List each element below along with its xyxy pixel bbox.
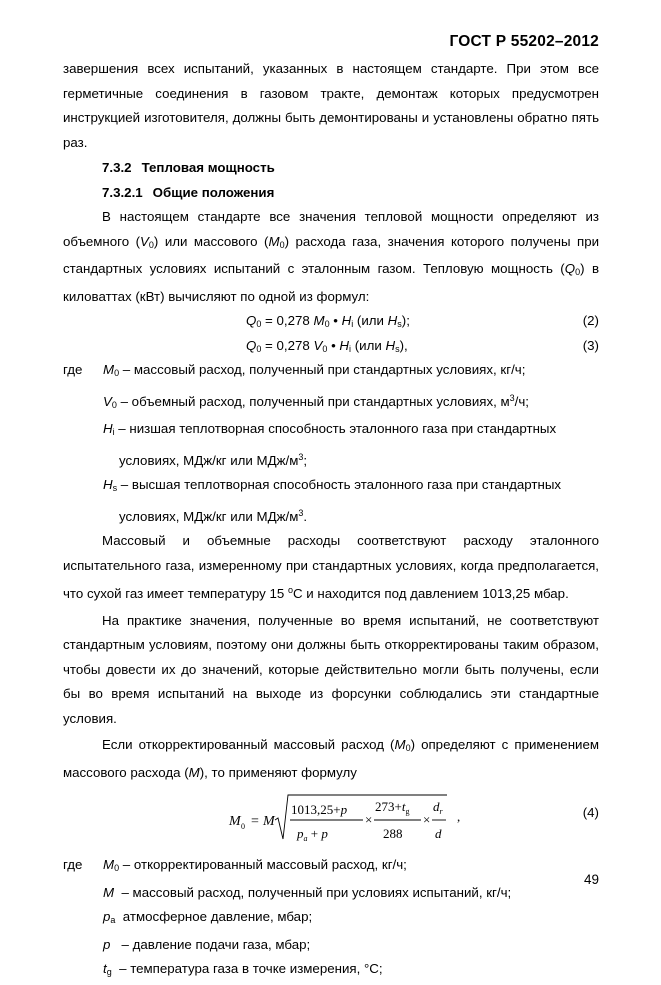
svg-text:=: = (251, 814, 259, 829)
text-run: ) или массового ( (153, 233, 269, 249)
formula-3 (63, 334, 599, 359)
svg-text:273+tg: $273+t_g$ (375, 799, 410, 816)
definition-hi: $H_i$ – низшая теплотворная способность эталонного газа при стандартных (103, 421, 557, 437)
formula-4-svg (225, 789, 515, 847)
symbol-m: M (268, 233, 280, 249)
text-run: В настоящем стандарте все значения тепловой мощности определяют из объемного ( (63, 209, 599, 249)
formula-2 (63, 309, 599, 334)
where-label: где (63, 362, 83, 377)
formula-2-expression: $Q_0 = 0,278$ $M_0$ • $H_i$ (или $H_s$); (246, 313, 410, 329)
definition-v0: $V_0$ – объемный расход, полученный при стандартных условиях, $м^3/ч$; (103, 392, 529, 410)
paragraph-corrected-flow: Если откорректированный массовый расход $(M_0)$ определяют с применением массового расхода (M), то применяют формулу (63, 737, 599, 780)
subscript: 0 (279, 239, 285, 250)
subscript: 0 (575, 267, 581, 277)
svg-text:×: × (365, 812, 373, 827)
paragraph-reference-gas: Массовый и объемные расходы соответствуют расходу эталонного испытательного газа, измеренному при стандартных условиях, когда предполагается, что сухой газ имеет температуру 15 $^o$С и находится под давлением 1013,25 мбар. (63, 533, 599, 601)
section-heading-7-3-2-1 (63, 181, 599, 206)
svg-text:×: × (423, 812, 431, 827)
section-title: Общие положения (152, 184, 275, 200)
subscript: 0 (148, 239, 154, 250)
svg-text:d: d (435, 826, 442, 841)
where-label: где (63, 857, 83, 872)
symbol-q: Q (564, 261, 576, 276)
svg-text:288: 288 (383, 826, 403, 841)
symbol-v: V (140, 233, 149, 249)
paragraph-continued: завершения всех испытаний, указанных в настоящем стандарте. При этом все герметичные соединения в газовом тракте, демонтаж которых предусмотрен инструкцией изготовителя, должны быть демонтированы и установлены обратно пять раз. (63, 61, 599, 150)
text-run: ) расхода газа, значения которого получены при стандартных условиях испытаний с эталонным газом. Тепловую мощность ( (63, 233, 600, 276)
svg-text:M: M (229, 814, 241, 829)
svg-text:dr: $d_r$ (433, 799, 443, 816)
formula-4 (63, 789, 599, 847)
definition-hs: $H_s$ – высшая теплотворная способность эталонного газа при стандартных (103, 477, 562, 493)
section-number: 7.3.2.1 (102, 184, 143, 200)
formula-number: (2) (582, 313, 599, 328)
svg-text:,: , (457, 809, 461, 824)
definition-p: p – давление подачи газа, мбар; (103, 936, 311, 952)
formula-3-expression: $Q_0 = 0,278$ $V_0$ • $H_i$ (или $H_s$), (246, 337, 408, 354)
page-body (63, 54, 599, 985)
definition-hs-continued: условиях, МДж/кг или МДж/$м^3$. (119, 507, 308, 524)
section-number: 7.3.2 (102, 160, 132, 175)
definitions-list-2 (63, 853, 599, 985)
svg-text:1013,25+p: 1013,25+p (291, 802, 348, 817)
definition-m0: где $M_0$ – массовый расход, полученный при стандартных условиях, кг/ч; (63, 358, 599, 386)
definitions-list-1 (63, 358, 599, 529)
paragraph-practice: На практике значения, полученные во время испытаний, не соответствуют стандартным условиям, поэтому они должны быть откорректированы таким образом, чтобы довести их до значений, которые действительно могли быть получены, если бы во время испытаний на выходе из форсунки соблюдались эти стандартные условия. (63, 612, 599, 726)
svg-text:M: M (263, 814, 275, 829)
section-title: Тепловая мощность (141, 160, 275, 175)
document-header: ГОСТ Р 55202–2012 (449, 33, 599, 50)
page-number: 49 (583, 872, 599, 887)
definition-pa: $p_a$ атмосферное давление, мбар; (103, 909, 313, 925)
definition-m0-corrected: где $M_0$ – откорректированный массовый расход, кг/ч; (63, 853, 599, 881)
svg-text:0: 0 (241, 822, 245, 831)
text-run: ) в киловаттах (кВт) вычисляют по одной из формул: (63, 261, 600, 304)
section-heading-7-3-2 (63, 156, 599, 181)
definition-tg: $t_g$ – температура газа в точке измерения, °С; (103, 961, 383, 977)
formula-number: (3) (582, 337, 599, 353)
definition-m: M – массовый расход, полученный при условиях испытаний, кг/ч; (103, 884, 512, 900)
definition-hi-continued: условиях, МДж/кг или МДж/$м^3$; (119, 451, 308, 468)
svg-text:pa + p: $p_a + p$ (297, 826, 328, 843)
paragraph-general (63, 205, 599, 309)
formula-number: (4) (582, 805, 599, 820)
